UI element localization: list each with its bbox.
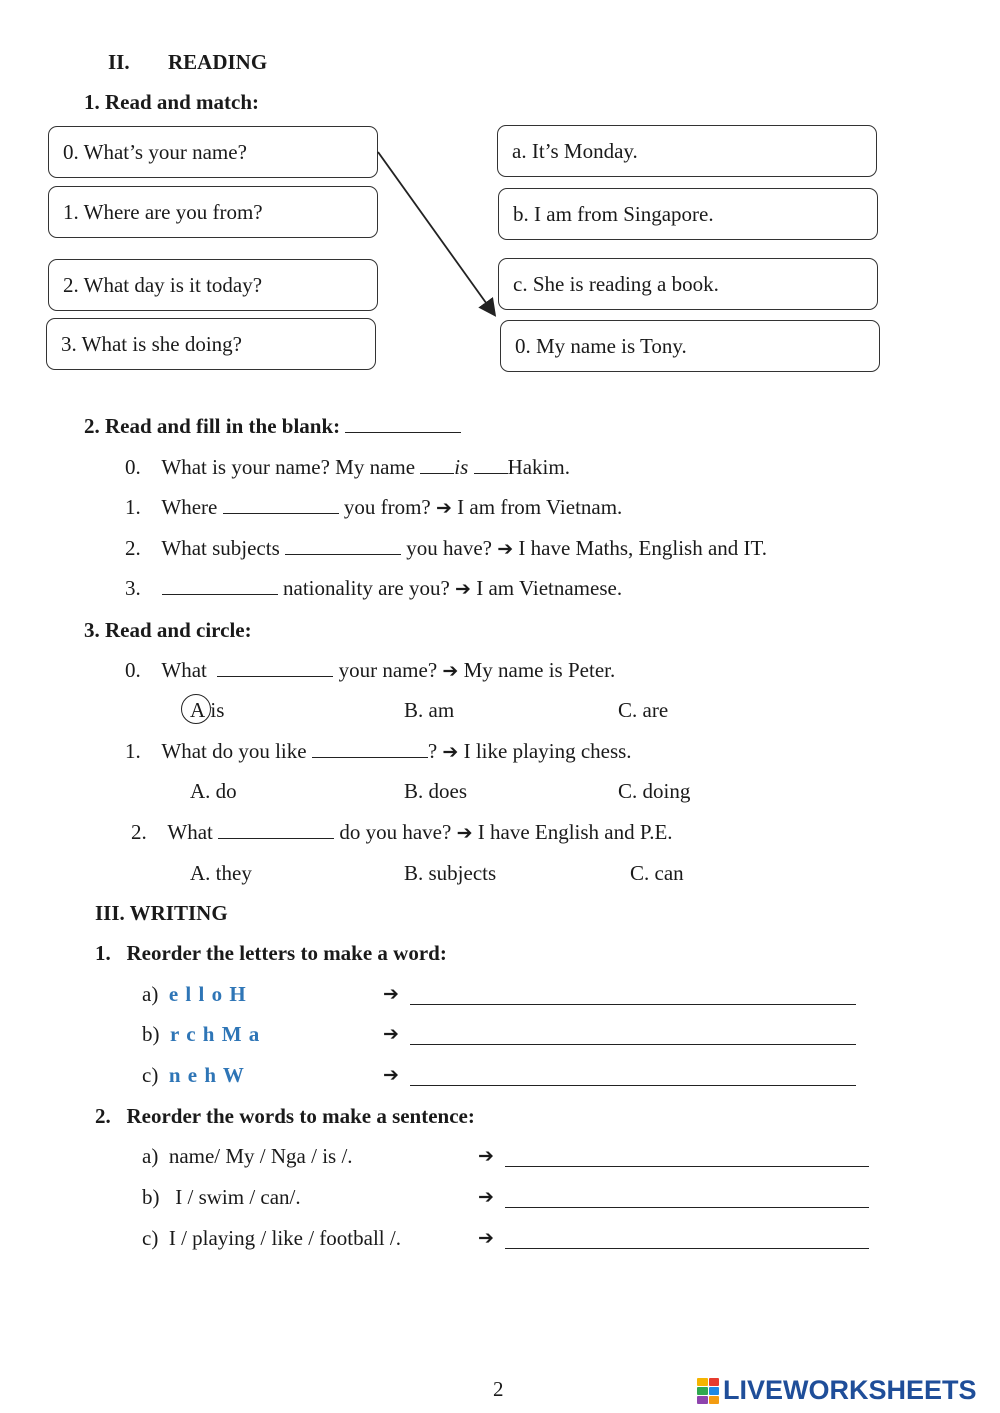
option-2-c[interactable]: C. can — [630, 861, 684, 885]
arrow-icon: ➔ — [383, 983, 399, 1005]
words-item-b: b) I / swim / can/. — [142, 1185, 301, 1209]
fill-blank-3[interactable] — [162, 576, 278, 595]
arrow-icon: ➔ — [383, 1023, 399, 1045]
circle-item-1: 1. What do you like ? ➔ I like playing chess. — [125, 739, 632, 763]
section-heading-writing: III. WRITING — [95, 901, 228, 925]
answer-line-letters-c[interactable] — [410, 1067, 856, 1086]
match-example-arrow — [0, 0, 1000, 400]
arrow-icon: ➔ — [436, 497, 452, 519]
match-answer-c[interactable]: c. She is reading a book. — [498, 258, 878, 310]
circle-item-2: 2. What do you have? ➔ I have English and P.E. — [131, 820, 673, 844]
option-1-a[interactable]: A. do — [190, 779, 237, 803]
option-2-a[interactable]: A. they — [190, 861, 252, 885]
match-answer-b[interactable]: b. I am from Singapore. — [498, 188, 878, 240]
answer-line-letters-a[interactable] — [410, 986, 856, 1005]
match-question-1[interactable]: 1. Where are you from? — [48, 186, 378, 238]
arrow-icon: ➔ — [478, 1227, 494, 1249]
circle-item-0: 0. What your name? ➔ My name is Peter. — [125, 658, 616, 682]
arrow-icon: ➔ — [442, 741, 459, 763]
fill-item-1: 1. Where you from? ➔ I am from Vietnam. — [125, 495, 623, 519]
option-0-b[interactable]: B. am — [404, 698, 455, 722]
answer-line-words-c[interactable] — [505, 1230, 869, 1249]
words-title: 2. Reorder the words to make a sentence: — [95, 1104, 475, 1128]
words-item-a: a) name/ My / Nga / is /. — [142, 1144, 353, 1168]
section-heading-reading: READING — [168, 50, 268, 74]
arrow-icon: ➔ — [442, 660, 459, 682]
circle-title: 3. Read and circle: — [84, 618, 252, 642]
option-1-b[interactable]: B. does — [404, 779, 467, 803]
fill-item-3: 3. nationality are you? ➔ I am Vietnamese. — [125, 576, 623, 600]
option-0-c[interactable]: C. are — [618, 698, 669, 722]
match-question-3[interactable]: 3. What is she doing? — [46, 318, 376, 370]
liveworksheets-brand: LIVEWORKSHEETS — [723, 1375, 977, 1405]
fill-item-2: 2. What subjects you have? ➔ I have Maths, English and IT. — [125, 536, 768, 560]
letters-item-a: a) e l l o H — [142, 982, 247, 1006]
answer-line-letters-b[interactable] — [410, 1026, 856, 1045]
fill-blank-2[interactable] — [285, 536, 401, 555]
arrow-icon: ➔ — [456, 822, 473, 844]
scrambled-letters: n e h W — [168, 1063, 245, 1087]
arrow-icon: ➔ — [455, 578, 471, 600]
arrow-icon: ➔ — [478, 1186, 494, 1208]
option-0-a[interactable]: A is — [190, 698, 225, 722]
arrow-icon: ➔ — [383, 1064, 399, 1086]
option-2-b[interactable]: B. subjects — [404, 861, 497, 885]
answer-line-words-b[interactable] — [505, 1189, 869, 1208]
letters-title: 1. Reorder the letters to make a word: — [95, 941, 447, 965]
letters-item-b: b) r c h M a — [142, 1022, 261, 1046]
match-question-0[interactable]: 0. What’s your name? — [48, 126, 378, 178]
option-1-c[interactable]: C. doing — [618, 779, 691, 803]
fill-title: 2. Read and fill in the blank: — [84, 414, 461, 438]
letters-item-c: c) n e h W — [142, 1063, 245, 1087]
scrambled-letters: e l l o H — [168, 982, 247, 1006]
arrow-icon: ➔ — [497, 538, 514, 560]
liveworksheets-logo[interactable] — [697, 1375, 977, 1406]
scrambled-letters: r c h M a — [170, 1022, 261, 1046]
match-question-2[interactable]: 2. What day is it today? — [48, 259, 378, 311]
match-title: 1. Read and match: — [84, 90, 260, 114]
match-answer-a[interactable]: a. It’s Monday. — [497, 125, 877, 177]
fill-blank-1[interactable] — [223, 495, 339, 514]
answer-line-words-a[interactable] — [505, 1148, 869, 1167]
liveworksheets-logo-icon — [697, 1378, 719, 1404]
section-number: II. — [108, 50, 130, 74]
fill-item-0: 0. What is your name? My name is Hakim. — [125, 455, 570, 479]
words-item-c: c) I / playing / like / football /. — [142, 1226, 401, 1250]
arrow-icon: ➔ — [478, 1145, 494, 1167]
fill-example-answer: is — [454, 455, 469, 479]
match-answer-example[interactable]: 0. My name is Tony. — [500, 320, 880, 372]
page-number: 2 — [493, 1377, 504, 1401]
